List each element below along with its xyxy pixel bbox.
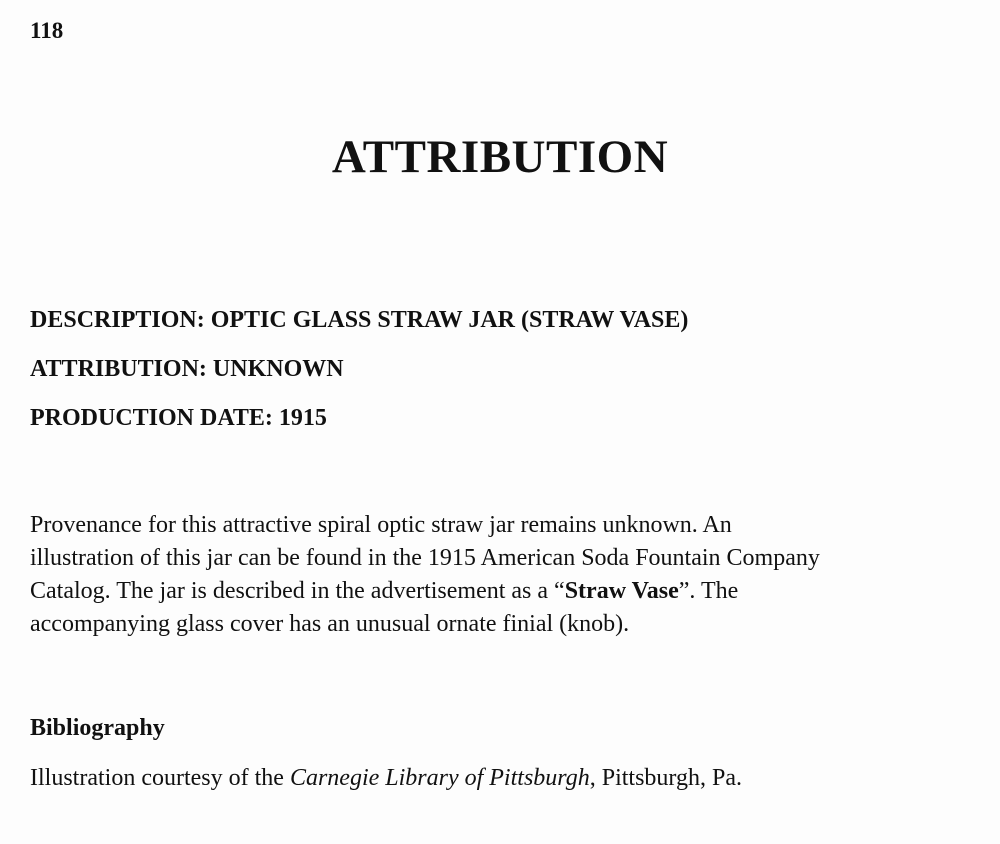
page-title: ATTRIBUTION — [331, 131, 669, 183]
library-name: Carnegie Library of Pittsburgh — [289, 765, 590, 791]
page-number: 118 — [30, 18, 64, 43]
description-line: DESCRIPTION: OPTIC GLASS STRAW JAR (STRAW VASE) — [30, 307, 689, 333]
body-line-3-end: ”. The — [678, 578, 739, 604]
body-paragraph — [30, 509, 980, 641]
body-line-1: Provenance for this attractive spiral optic straw jar remains unknown. An — [30, 512, 732, 538]
bibliography-text-start: Illustration courtesy of the — [30, 765, 290, 791]
bibliography-text — [30, 765, 742, 792]
body-line-4: accompanying glass cover has an unusual ornate finial (knob). — [30, 611, 630, 637]
body-line-2: illustration of this jar can be found in the 1915 American Soda Fountain Company — [30, 545, 820, 571]
body-line-3 — [30, 575, 980, 608]
production-date-line: PRODUCTION DATE: 1915 — [30, 405, 327, 431]
straw-vase-emphasis: Straw Vase — [564, 578, 679, 604]
attribution-line: ATTRIBUTION: UNKNOWN — [30, 356, 344, 382]
body-line-3-start: Catalog. The jar is described in the advertisement as a “ — [30, 578, 565, 604]
bibliography-text-end: , Pittsburgh, Pa. — [589, 765, 742, 791]
bibliography-heading: Bibliography — [30, 715, 165, 741]
